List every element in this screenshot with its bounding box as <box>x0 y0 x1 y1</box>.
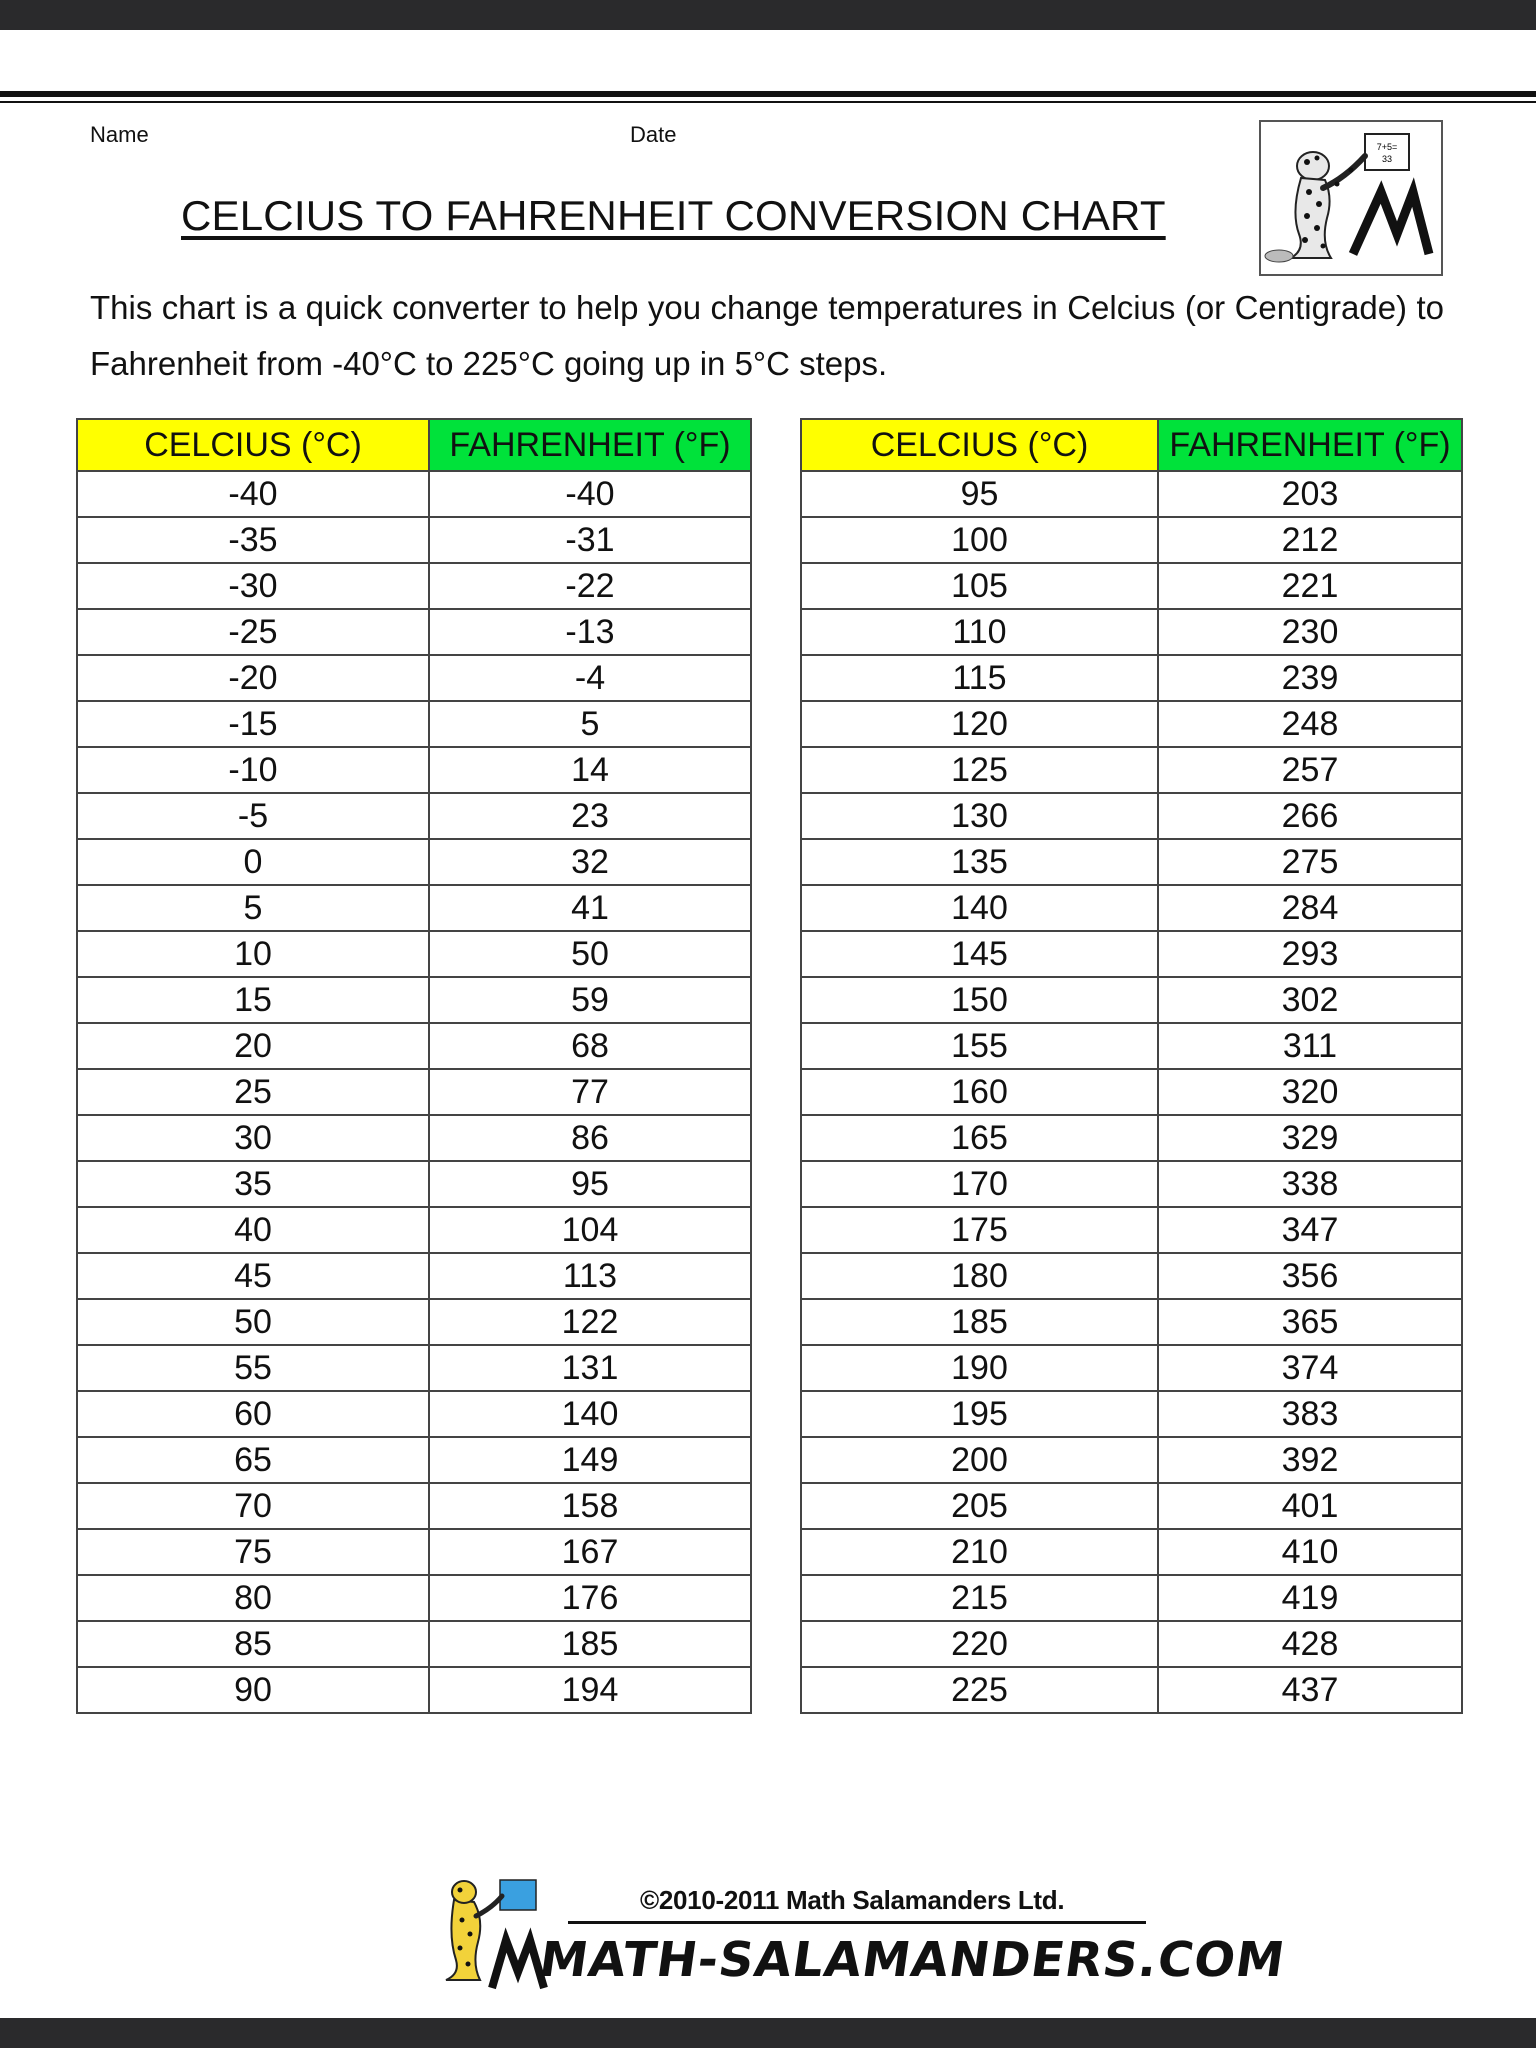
celsius-cell: 65 <box>77 1437 429 1483</box>
fahrenheit-cell: 338 <box>1158 1161 1462 1207</box>
fahrenheit-cell: -31 <box>429 517 751 563</box>
fahrenheit-cell: 131 <box>429 1345 751 1391</box>
celsius-cell: 130 <box>801 793 1158 839</box>
celsius-cell: 175 <box>801 1207 1158 1253</box>
fahrenheit-cell: 140 <box>429 1391 751 1437</box>
table-row <box>77 563 751 609</box>
table-row <box>801 1621 1462 1667</box>
celsius-cell: 10 <box>77 931 429 977</box>
celsius-cell: 215 <box>801 1575 1158 1621</box>
fahrenheit-cell: 266 <box>1158 793 1462 839</box>
table-row <box>801 977 1462 1023</box>
table-row <box>801 1575 1462 1621</box>
table-row <box>77 977 751 1023</box>
celsius-cell: 120 <box>801 701 1158 747</box>
fahrenheit-cell: 419 <box>1158 1575 1462 1621</box>
celsius-cell: 200 <box>801 1437 1158 1483</box>
fahrenheit-cell: 50 <box>429 931 751 977</box>
fahrenheit-cell: 23 <box>429 793 751 839</box>
table-row <box>801 1391 1462 1437</box>
celsius-column-header: CELCIUS (°C) <box>801 419 1158 471</box>
fahrenheit-cell: 356 <box>1158 1253 1462 1299</box>
celsius-cell: 110 <box>801 609 1158 655</box>
table-row <box>77 1115 751 1161</box>
table-row <box>801 1115 1462 1161</box>
table-row <box>77 1253 751 1299</box>
celsius-cell: 0 <box>77 839 429 885</box>
fahrenheit-cell: -40 <box>429 471 751 517</box>
celsius-cell: 55 <box>77 1345 429 1391</box>
conversion-table-left <box>76 418 752 1714</box>
fahrenheit-cell: 104 <box>429 1207 751 1253</box>
table-row <box>77 655 751 701</box>
fahrenheit-cell: 95 <box>429 1161 751 1207</box>
table-header-row <box>801 419 1462 471</box>
table-row <box>801 609 1462 655</box>
table-row <box>801 931 1462 977</box>
fahrenheit-cell: 275 <box>1158 839 1462 885</box>
table-row <box>801 563 1462 609</box>
table-row <box>801 793 1462 839</box>
celsius-cell: 20 <box>77 1023 429 1069</box>
table-row <box>801 1299 1462 1345</box>
fahrenheit-cell: 329 <box>1158 1115 1462 1161</box>
celsius-cell: -25 <box>77 609 429 655</box>
footer-rule <box>568 1921 1146 1924</box>
celsius-cell: 30 <box>77 1115 429 1161</box>
conversion-table-right <box>800 418 1463 1714</box>
table-row <box>801 885 1462 931</box>
fahrenheit-cell: 392 <box>1158 1437 1462 1483</box>
celsius-cell: -15 <box>77 701 429 747</box>
celsius-cell: 190 <box>801 1345 1158 1391</box>
celsius-cell: 70 <box>77 1483 429 1529</box>
fahrenheit-cell: 293 <box>1158 931 1462 977</box>
table-row <box>77 1437 751 1483</box>
fahrenheit-cell: 365 <box>1158 1299 1462 1345</box>
celsius-cell: 80 <box>77 1575 429 1621</box>
celsius-cell: -35 <box>77 517 429 563</box>
date-label: Date <box>630 122 677 147</box>
fahrenheit-cell: 14 <box>429 747 751 793</box>
table-row <box>77 1575 751 1621</box>
table-row <box>801 701 1462 747</box>
fahrenheit-cell: 5 <box>429 701 751 747</box>
celsius-cell: 25 <box>77 1069 429 1115</box>
bottom-dark-bar <box>0 2018 1536 2048</box>
table-row <box>77 931 751 977</box>
celsius-cell: 135 <box>801 839 1158 885</box>
fahrenheit-cell: 122 <box>429 1299 751 1345</box>
table-row <box>801 471 1462 517</box>
celsius-cell: 180 <box>801 1253 1158 1299</box>
celsius-cell: 195 <box>801 1391 1158 1437</box>
fahrenheit-cell: 230 <box>1158 609 1462 655</box>
table-row <box>801 1667 1462 1713</box>
header-rule-thin <box>0 101 1536 103</box>
fahrenheit-cell: 401 <box>1158 1483 1462 1529</box>
fahrenheit-column-header: FAHRENHEIT (°F) <box>1158 419 1462 471</box>
fahrenheit-cell: -4 <box>429 655 751 701</box>
table-row <box>77 747 751 793</box>
fahrenheit-cell: 320 <box>1158 1069 1462 1115</box>
table-row <box>77 609 751 655</box>
fahrenheit-cell: 32 <box>429 839 751 885</box>
celsius-cell: 90 <box>77 1667 429 1713</box>
celsius-cell: -20 <box>77 655 429 701</box>
fahrenheit-cell: 437 <box>1158 1667 1462 1713</box>
header-rule-thick <box>0 91 1536 97</box>
fahrenheit-cell: 158 <box>429 1483 751 1529</box>
celsius-cell: 50 <box>77 1299 429 1345</box>
table-row <box>77 1621 751 1667</box>
fahrenheit-cell: 212 <box>1158 517 1462 563</box>
fahrenheit-cell: 428 <box>1158 1621 1462 1667</box>
celsius-cell: 35 <box>77 1161 429 1207</box>
copyright-text: ©2010-2011 Math Salamanders Ltd. <box>640 1885 1065 1915</box>
table-row <box>77 839 751 885</box>
table-row <box>801 517 1462 563</box>
celsius-cell: 170 <box>801 1161 1158 1207</box>
fahrenheit-cell: 41 <box>429 885 751 931</box>
celsius-cell: 220 <box>801 1621 1158 1667</box>
celsius-cell: 160 <box>801 1069 1158 1115</box>
celsius-cell: 95 <box>801 471 1158 517</box>
fahrenheit-cell: 248 <box>1158 701 1462 747</box>
name-label: Name <box>90 122 149 147</box>
table-row <box>801 1069 1462 1115</box>
table-row <box>77 1391 751 1437</box>
fahrenheit-cell: 347 <box>1158 1207 1462 1253</box>
table-row <box>801 1207 1462 1253</box>
table-row <box>77 1299 751 1345</box>
table-row <box>801 839 1462 885</box>
footer-salamander-icon <box>440 1876 550 1991</box>
celsius-cell: 115 <box>801 655 1158 701</box>
svg-text:33: 33 <box>1381 154 1393 164</box>
fahrenheit-cell: 167 <box>429 1529 751 1575</box>
fahrenheit-cell: 221 <box>1158 563 1462 609</box>
fahrenheit-cell: 194 <box>429 1667 751 1713</box>
table-row <box>77 1161 751 1207</box>
table-row <box>77 471 751 517</box>
table-row <box>801 1345 1462 1391</box>
table-row <box>801 1529 1462 1575</box>
fahrenheit-cell: 302 <box>1158 977 1462 1023</box>
table-row <box>801 1483 1462 1529</box>
celsius-cell: -10 <box>77 747 429 793</box>
celsius-cell: 45 <box>77 1253 429 1299</box>
fahrenheit-cell: 203 <box>1158 471 1462 517</box>
celsius-cell: 210 <box>801 1529 1158 1575</box>
salamander-logo <box>1259 120 1443 276</box>
table-row <box>801 1437 1462 1483</box>
celsius-cell: 155 <box>801 1023 1158 1069</box>
fahrenheit-cell: 59 <box>429 977 751 1023</box>
fahrenheit-cell: 284 <box>1158 885 1462 931</box>
celsius-cell: 125 <box>801 747 1158 793</box>
table-header-row <box>77 419 751 471</box>
logo-board-text: 7+5= <box>1376 142 1398 152</box>
celsius-cell: 105 <box>801 563 1158 609</box>
fahrenheit-cell: 86 <box>429 1115 751 1161</box>
table-row <box>801 1023 1462 1069</box>
top-dark-bar <box>0 0 1536 30</box>
celsius-cell: 40 <box>77 1207 429 1253</box>
site-name: MATH-SALAMANDERS.COM <box>536 1932 1289 1988</box>
table-row <box>801 1253 1462 1299</box>
fahrenheit-cell: 383 <box>1158 1391 1462 1437</box>
celsius-cell: 145 <box>801 931 1158 977</box>
table-row <box>77 793 751 839</box>
table-row <box>801 655 1462 701</box>
table-row <box>77 1667 751 1713</box>
table-row <box>77 1345 751 1391</box>
fahrenheit-cell: 239 <box>1158 655 1462 701</box>
salamander-teacher-icon <box>1261 122 1441 274</box>
celsius-cell: 85 <box>77 1621 429 1667</box>
fahrenheit-cell: 410 <box>1158 1529 1462 1575</box>
table-row <box>77 517 751 563</box>
table-row <box>77 885 751 931</box>
page-title: CELCIUS TO FAHRENHEIT CONVERSION CHART <box>181 192 1166 239</box>
celsius-cell: 150 <box>801 977 1158 1023</box>
celsius-cell: 225 <box>801 1667 1158 1713</box>
fahrenheit-cell: 374 <box>1158 1345 1462 1391</box>
fahrenheit-cell: 185 <box>429 1621 751 1667</box>
celsius-cell: 60 <box>77 1391 429 1437</box>
table-row <box>77 1207 751 1253</box>
fahrenheit-cell: 68 <box>429 1023 751 1069</box>
fahrenheit-cell: -13 <box>429 609 751 655</box>
table-row <box>77 1069 751 1115</box>
celsius-cell: 15 <box>77 977 429 1023</box>
table-row <box>77 1483 751 1529</box>
celsius-cell: 100 <box>801 517 1158 563</box>
table-row <box>801 747 1462 793</box>
intro-paragraph: This chart is a quick converter to help you change temperatures in Celcius (or Centigrade) to Fahrenheit from -40°C to 225°C going up in 5°C steps. <box>90 289 1444 382</box>
celsius-column-header: CELCIUS (°C) <box>77 419 429 471</box>
celsius-cell: 140 <box>801 885 1158 931</box>
fahrenheit-cell: 257 <box>1158 747 1462 793</box>
table-row <box>77 1529 751 1575</box>
celsius-cell: -5 <box>77 793 429 839</box>
celsius-cell: 185 <box>801 1299 1158 1345</box>
table-row <box>77 701 751 747</box>
fahrenheit-cell: 149 <box>429 1437 751 1483</box>
celsius-cell: -30 <box>77 563 429 609</box>
table-row <box>801 1161 1462 1207</box>
celsius-cell: 165 <box>801 1115 1158 1161</box>
fahrenheit-cell: 77 <box>429 1069 751 1115</box>
table-row <box>77 1023 751 1069</box>
fahrenheit-cell: 176 <box>429 1575 751 1621</box>
celsius-cell: 75 <box>77 1529 429 1575</box>
fahrenheit-cell: 311 <box>1158 1023 1462 1069</box>
celsius-cell: -40 <box>77 471 429 517</box>
celsius-cell: 205 <box>801 1483 1158 1529</box>
fahrenheit-column-header: FAHRENHEIT (°F) <box>429 419 751 471</box>
celsius-cell: 5 <box>77 885 429 931</box>
fahrenheit-cell: 113 <box>429 1253 751 1299</box>
fahrenheit-cell: -22 <box>429 563 751 609</box>
